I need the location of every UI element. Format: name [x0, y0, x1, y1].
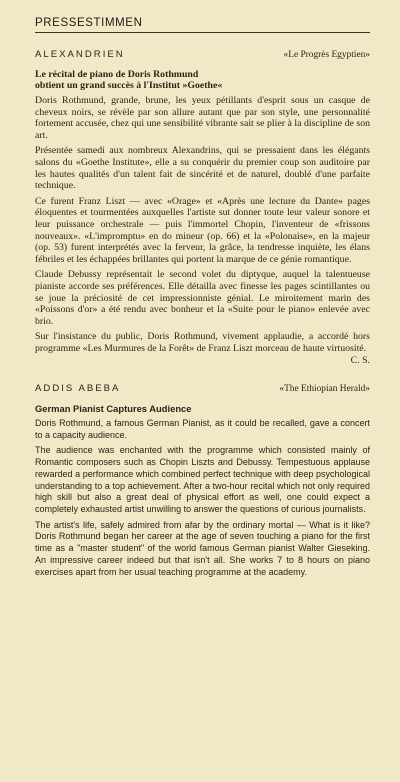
- headline-line: German Pianist Captures Audience: [35, 403, 192, 415]
- article-paragraph: Doris Rothmund, grande, brune, les yeux pétillants d'esprit sous un casque de cheveux noirs, se révèle par son allure autant que par son style, une personnalité fortement accusée, chez qui une sensibilité vibrante sait se plier à la discipline de son art.: [35, 95, 370, 141]
- article-signature: C. S.: [350, 355, 370, 367]
- article-paragraph: Doris Rothmund, a famous German Pianist, as it could be recalled, gave a concert to a capacity audience.: [35, 418, 370, 440]
- article-dateline: [35, 383, 370, 395]
- article-paragraph: The audience was enchanted with the programme which consisted mainly of Romantic composers such as Chopin Liszts and Debussy. Tempestuous applause rewarded a performance which combined perfect technique with deep psychological understanding to a top achievement. After a two-hour recital which not only required high skill but also a great deal of physical effort as well, one could expect a completely exhausted artist unwilling to answer the questions of curious journalists.: [35, 445, 370, 514]
- headline-line: obtient un grand succès à l'Institut »Goethe«: [35, 80, 223, 91]
- article-alexandrien: [35, 49, 370, 367]
- header-rule: [35, 32, 370, 33]
- page-header: PRESSESTIMMEN: [35, 17, 143, 29]
- article-paragraph: Présentée samedi aux nombreux Alexandrins, qui se pressaient dans les élégants salons du «Goethe Institute», elle a su conquérir du premier coup son auditoire par les hautes qualités d'un talent fait de sincérité et de naturel, doublé d'une parfaite technique.: [35, 145, 370, 192]
- article-dateline: [35, 49, 370, 61]
- article-headline: [35, 403, 370, 414]
- article-paragraph: Claude Debussy représentait le second volet du diptyque, auquel la talentueuse pianiste accorde ses préférences. Elle détailla avec finesse les pages scintillantes ou se joue la préciosité de cet impressionniste génial. Le miroitement marin des «Poissons d'or» a été rendu avec bonheur et la «Suite pour le piano» enlevée avec brio.: [35, 269, 370, 327]
- article-city: ALEXANDRIEN: [35, 49, 125, 60]
- article-paragraph: Ce furent Franz Liszt — avec «Orage» et «Après une lecture du Dante» pages éloquentes et tourmentées auxquelles l'artiste sut donner toute leur valeur sonore et leur puissance orchestrale — puis l'immortel Chopin, l'inventeur de «frissons nouveaux». «L'impromptu» en do mineur (op. 66) et la «Polonaise», en la majeur (op. 53) furent interprétés avec la ferveur, la grâce, la tendresse inquiète, les élans fébriles et les échappées brillantes qui portent la marque de ce génie romantique.: [35, 195, 370, 265]
- headline-line: Le récital de piano de Doris Rothmund: [35, 69, 199, 80]
- article-headline: [35, 69, 370, 91]
- article-addis-abeba: [35, 383, 370, 578]
- article-paragraph: Sur l'insistance du public, Doris Rothmund, vivement applaudie, a accordé hors programme «Les Murmures de la Forêt» de Franz Liszt morceau de haute virtuosité.: [35, 331, 370, 354]
- article-paragraph: The artist's life, safely admired from afar by the ordinary mortal — What is it like? Doris Rothmund began her career at the age of seven touching a piano for the first time as a "master student" of the world famous German pianist Walter Gieseking. An impressive career indeed but that isn't all. She works 7 to 8 hours on piano exercises apart from her usual teaching programme at the academy.: [35, 519, 370, 577]
- article-source: «The Ethiopian Herald»: [279, 384, 370, 395]
- article-city: ADDIS ABEBA: [35, 383, 121, 395]
- article-source: «Le Progrès Egyptien»: [283, 50, 370, 60]
